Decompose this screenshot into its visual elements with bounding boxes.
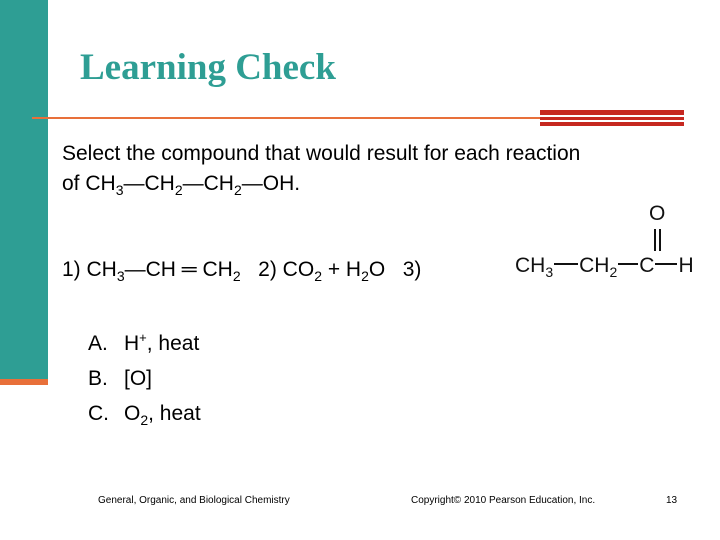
carbonyl-double-bond xyxy=(654,229,661,251)
slide-title: Learning Check xyxy=(80,47,336,88)
prompt-text: of CH xyxy=(62,172,116,195)
option-text: 2) CO xyxy=(258,258,315,281)
structure-text: C xyxy=(639,254,655,277)
reagent-text xyxy=(124,396,201,431)
reagent-letter: C. xyxy=(88,402,109,425)
page-number: 13 xyxy=(666,495,678,506)
option-text: —CH ═ CH xyxy=(124,258,233,281)
option-text: + H xyxy=(321,258,362,281)
aldehyde-structure xyxy=(515,252,694,280)
reagent-letter: B. xyxy=(88,367,108,390)
question-prompt xyxy=(62,139,702,199)
aldehyde-oxygen: O xyxy=(649,202,666,225)
reagent-part: , heat xyxy=(148,402,201,425)
prompt-line-2 xyxy=(62,169,702,199)
reagent-text xyxy=(124,326,199,361)
structure-subscript: 3 xyxy=(545,264,554,280)
option-subscript: 2 xyxy=(361,268,369,284)
single-bond xyxy=(618,263,638,265)
structure-text: H xyxy=(678,254,694,277)
prompt-subscript: 2 xyxy=(233,182,242,198)
prompt-subscript: 3 xyxy=(115,182,124,198)
sidebar-accent-bar xyxy=(0,0,48,385)
reagent-row-c xyxy=(88,396,201,431)
footer-copyright: Copyright© 2010 Pearson Education, Inc. xyxy=(411,495,596,506)
prompt-text: —OH. xyxy=(241,172,301,195)
prompt-line-1: Select the compound that would result for each reaction xyxy=(62,142,581,165)
option-3: 3) xyxy=(402,258,422,281)
option-2 xyxy=(258,258,386,284)
option-text: O xyxy=(368,258,386,281)
option-subscript: 2 xyxy=(314,268,322,284)
structure-text: CH xyxy=(515,254,546,277)
reagent-part: O xyxy=(124,402,141,425)
prompt-subscript: 2 xyxy=(174,182,183,198)
product-options xyxy=(62,256,421,284)
footer-course: General, Organic, and Biological Chemistry xyxy=(98,495,290,506)
reagent-row-a xyxy=(88,326,201,361)
prompt-text: —CH xyxy=(182,172,234,195)
reagent-superscript: + xyxy=(139,330,147,345)
option-subscript: 2 xyxy=(232,268,241,284)
title-rule-line xyxy=(32,117,540,119)
option-subscript: 3 xyxy=(116,268,125,284)
title-rule-block xyxy=(540,110,684,126)
reagent-row-b xyxy=(88,361,201,396)
reagent-part: , heat xyxy=(146,332,200,355)
reagent-letter: A. xyxy=(88,332,108,355)
reagent-part: H xyxy=(124,332,140,355)
prompt-text: —CH xyxy=(123,172,175,195)
single-bond xyxy=(655,263,677,265)
reagent-text: [O] xyxy=(124,367,153,390)
reagent-list xyxy=(88,326,201,431)
sidebar-accent-foot xyxy=(0,379,48,385)
option-text: 1) CH xyxy=(62,258,117,281)
option-1 xyxy=(62,258,241,284)
single-bond xyxy=(554,263,578,265)
structure-subscript: 2 xyxy=(609,264,618,280)
structure-text: CH xyxy=(579,254,610,277)
reagent-subscript: 2 xyxy=(140,412,149,428)
